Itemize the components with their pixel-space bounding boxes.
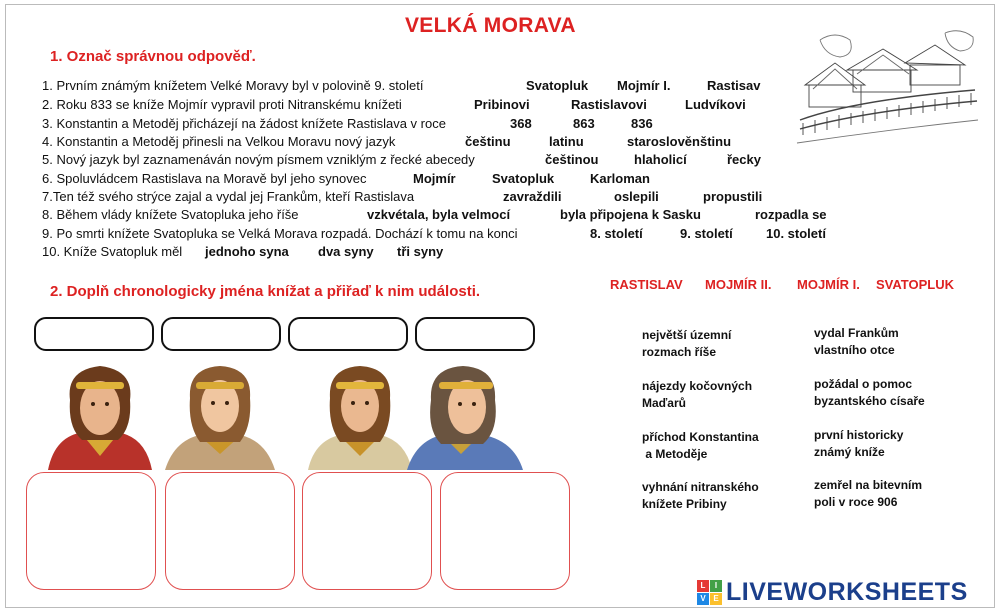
event-line: knížete Pribiny <box>642 497 727 511</box>
event-drop-box-4[interactable] <box>440 472 570 590</box>
event-line: poli v roce 906 <box>814 495 898 509</box>
q8-option-2[interactable]: byla připojena k Sasku <box>560 207 701 222</box>
q3-option-3[interactable]: 836 <box>631 116 653 131</box>
q2-option-1[interactable]: Pribinovi <box>474 97 530 112</box>
q5-option-2[interactable]: hlaholicí <box>634 152 687 167</box>
q10-option-2[interactable]: dva syny <box>318 244 374 259</box>
village-illustration <box>795 25 980 155</box>
q10-option-3[interactable]: tři syny <box>397 244 444 259</box>
q10-option-1[interactable]: jednoho syna <box>205 244 289 259</box>
event-line: známý kníže <box>814 445 885 459</box>
q4-option-1[interactable]: češtinu <box>465 134 511 149</box>
q8-option-1[interactable]: vzkvétala, byla velmocí <box>367 207 511 222</box>
q3-option-2[interactable]: 863 <box>573 116 595 131</box>
event-item[interactable] <box>642 479 759 513</box>
event-drop-box-3[interactable] <box>302 472 432 590</box>
event-line: a Metoděje <box>642 447 708 461</box>
q6-option-1[interactable]: Mojmír <box>413 171 456 186</box>
prince-portrait-2 <box>160 360 280 470</box>
name-drop-box-3[interactable] <box>288 317 408 351</box>
q9-option-3[interactable]: 10. století <box>766 226 826 241</box>
q4-option-3[interactable]: staroslověnštinu <box>627 134 732 149</box>
question-6: 6. Spoluvládcem Rastislava na Moravě byl jeho synovec <box>42 171 367 186</box>
logo-letter: I <box>710 580 722 592</box>
task2-heading: 2. Doplň chronologicky jména knížat a přiřaď k nim události. <box>50 283 481 300</box>
logo-letter: V <box>697 593 709 605</box>
event-item[interactable] <box>642 378 752 412</box>
event-line: první historicky <box>814 428 904 442</box>
prince-portrait-4 <box>405 360 525 470</box>
logo-icon <box>697 580 722 605</box>
name-drop-box-1[interactable] <box>34 317 154 351</box>
event-line: vydal Frankům <box>814 326 899 340</box>
name-mojmir-1[interactable]: MOJMÍR I. <box>797 277 860 292</box>
event-line: největší územní <box>642 328 732 342</box>
q1-option-3[interactable]: Rastisav <box>707 78 761 93</box>
event-line: zemřel na bitevním <box>814 478 923 492</box>
name-rastislav[interactable]: RASTISLAV <box>610 277 683 292</box>
event-item[interactable] <box>814 325 899 359</box>
name-drop-box-2[interactable] <box>161 317 281 351</box>
event-item[interactable] <box>814 427 903 461</box>
q7-option-1[interactable]: zavraždili <box>503 189 562 204</box>
logo-letter: E <box>710 593 722 605</box>
name-mojmir-2[interactable]: MOJMÍR II. <box>705 277 772 292</box>
event-line: byzantského císaře <box>814 394 925 408</box>
event-line: požádal o pomoc <box>814 377 913 391</box>
question-10: 10. Kníže Svatopluk měl <box>42 244 183 259</box>
question-4: 4. Konstantin a Metoděj přinesli na Velkou Moravu nový jazyk <box>42 134 396 149</box>
question-7: 7.Ten též svého strýce zajal a vydal jej Frankům, kteří Rastislava <box>42 189 415 204</box>
q2-option-3[interactable]: Ludvíkovi <box>685 97 746 112</box>
q1-option-2[interactable]: Mojmír I. <box>617 78 671 93</box>
prince-portrait-3 <box>300 360 420 470</box>
event-line: nájezdy kočovných <box>642 379 753 393</box>
q9-option-2[interactable]: 9. století <box>680 226 733 241</box>
q1-option-1[interactable]: Svatopluk <box>526 78 589 93</box>
q4-option-2[interactable]: latinu <box>549 134 584 149</box>
q5-option-3[interactable]: řecky <box>727 152 761 167</box>
page-title: VELKÁ MORAVA <box>405 14 576 37</box>
event-line: Maďarů <box>642 396 686 410</box>
logo-text: LIVEWORKSHEETS <box>726 578 968 606</box>
question-5: 5. Nový jazyk byl zaznamenáván novým písmem vzniklým z řecké abecedy <box>42 152 475 167</box>
liveworksheets-logo <box>697 578 968 607</box>
event-line: vyhnání nitranského <box>642 480 759 494</box>
question-8: 8. Během vlády knížete Svatopluka jeho říše <box>42 207 299 222</box>
q7-option-3[interactable]: propustili <box>703 189 763 204</box>
name-svatopluk[interactable]: SVATOPLUK <box>876 277 955 292</box>
question-9: 9. Po smrti knížete Svatopluka se Velká Morava rozpadá. Dochází k tomu na konci <box>42 226 518 241</box>
event-item[interactable] <box>642 327 731 361</box>
event-line: rozmach říše <box>642 345 717 359</box>
event-line: vlastního otce <box>814 343 895 357</box>
question-3: 3. Konstantin a Metoděj přicházejí na žádost knížete Rastislava v roce <box>42 116 446 131</box>
q9-option-1[interactable]: 8. století <box>590 226 643 241</box>
event-drop-box-1[interactable] <box>26 472 156 590</box>
question-2: 2. Roku 833 se kníže Mojmír vypravil proti Nitranskému knížeti <box>42 97 402 112</box>
q8-option-3[interactable]: rozpadla se <box>755 207 827 222</box>
event-drop-box-2[interactable] <box>165 472 295 590</box>
event-item[interactable] <box>814 477 922 511</box>
prince-portrait-1 <box>40 360 160 470</box>
name-drop-box-4[interactable] <box>415 317 535 351</box>
q6-option-3[interactable]: Karloman <box>590 171 650 186</box>
q7-option-2[interactable]: oslepili <box>614 189 659 204</box>
logo-letter: L <box>697 580 709 592</box>
event-line: příchod Konstantina <box>642 430 759 444</box>
q5-option-1[interactable]: češtinou <box>545 152 599 167</box>
event-item[interactable] <box>642 429 759 463</box>
q2-option-2[interactable]: Rastislavovi <box>571 97 647 112</box>
event-item[interactable] <box>814 376 925 410</box>
task1-heading: 1. Označ správnou odpověď. <box>50 48 256 65</box>
question-1: 1. Prvním známým knížetem Velké Moravy byl v polovině 9. století <box>42 78 424 93</box>
q3-option-1[interactable]: 368 <box>510 116 532 131</box>
q6-option-2[interactable]: Svatopluk <box>492 171 555 186</box>
